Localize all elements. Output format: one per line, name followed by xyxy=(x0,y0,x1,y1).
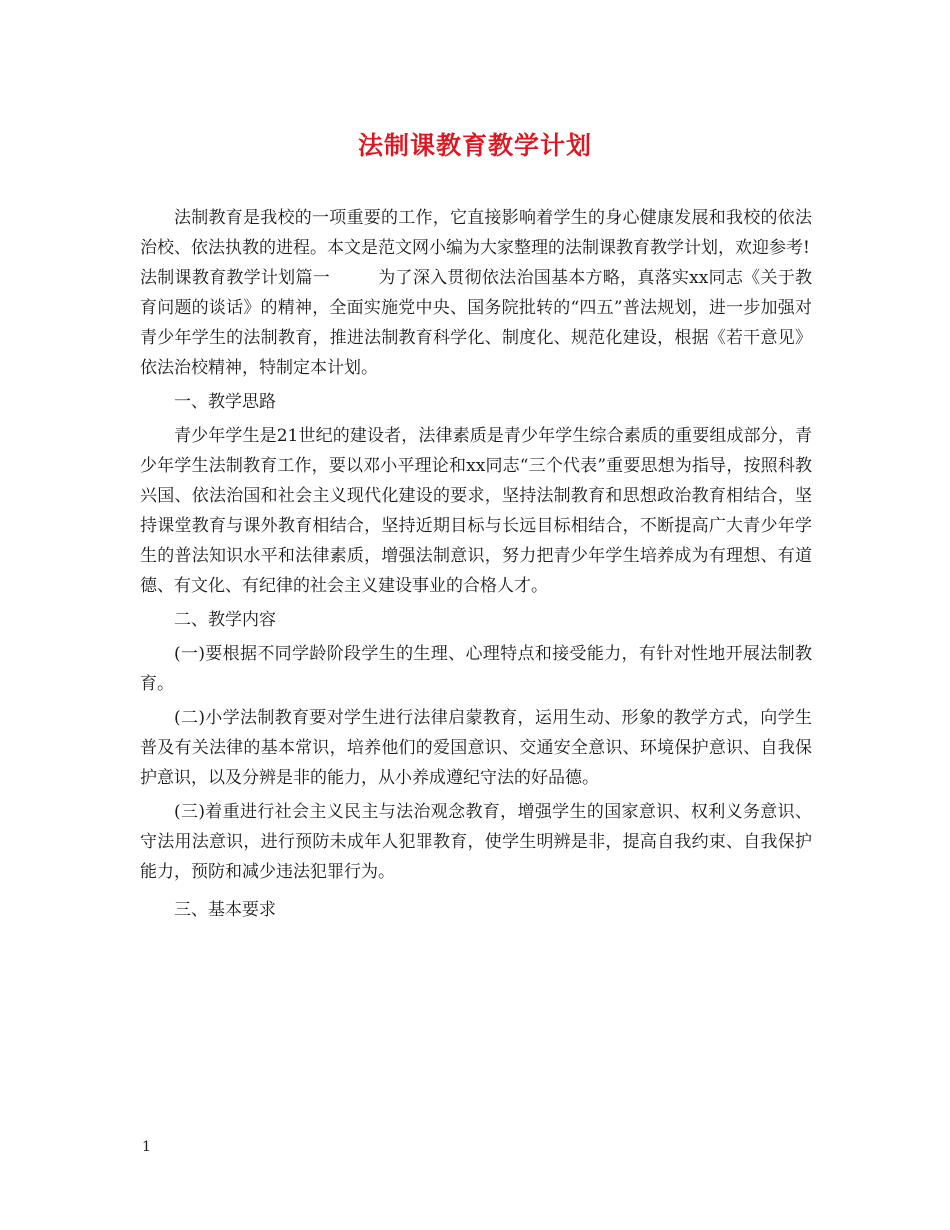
part-one-label: 法制课教育教学计划篇一 xyxy=(140,268,330,288)
intro-paragraph: 法制教育是我校的一项重要的工作，它直接影响着学生的身心健康发展和我校的依法治校、依法执教的进程。本文是范文网小编为大家整理的法制课教育教学计划，欢迎参考! xyxy=(140,208,812,258)
section-heading-3: 三、基本要求 xyxy=(174,900,276,920)
document-title: 法制课教育教学计划 xyxy=(357,131,592,160)
part-one-paragraph xyxy=(140,263,812,383)
content-item-2: (二)小学法制教育要对学生进行法律启蒙教育，运用生动、形象的教学方式，向学生普及有关法律的基本常识，培养他们的爱国意识、交通安全意识、环境保护意识、自我保护意识，以及分辨是非的能力，从小养成遵纪守法的好品德。 xyxy=(140,708,812,788)
section-heading-2: 二、教学内容 xyxy=(174,610,276,630)
document-body xyxy=(140,203,812,925)
section-1-paragraph: 青少年学生是21世纪的建设者，法律素质是青少年学生综合素质的重要组成部分，青少年学生法制教育工作，要以邓小平理论和xx同志“三个代表”重要思想为指导，按照科教兴国、依法治国和社会主义现代化建设的要求，坚持法制教育和思想政治教育相结合，坚持课堂教育与课外教育相结合，坚持近期目标与长远目标相结合，不断提高广大青少年学生的普法知识水平和法律素质，增强法制意识，努力把青少年学生培养成为有理想、有道德、有文化、有纪律的社会主义建设事业的合格人才。 xyxy=(140,426,812,596)
page-number: 1 xyxy=(142,1139,151,1155)
content-item-1: (一)要根据不同学龄阶段学生的生理、心理特点和接受能力，有针对性地开展法制教育。 xyxy=(140,644,812,694)
part-one-text: 为了深入贯彻依法治国基本方略，真落实xx同志《关于教育问题的谈话》的精神，全面实施党中央、国务院批转的“四五”普法规划，进一步加强对青少年学生的法制教育，推进法制教育科学化、制度化、规范化建设，根据《若干意见》依法治校精神，特制定本计划。 xyxy=(140,268,812,378)
content-item-3: (三)着重进行社会主义民主与法治观念教育，增强学生的国家意识、权利义务意识、守法用法意识，进行预防未成年人犯罪教育，使学生明辨是非，提高自我约束、自我保护能力，预防和减少违法犯罪行为。 xyxy=(140,802,812,882)
section-heading-1: 一、教学思路 xyxy=(174,392,276,412)
